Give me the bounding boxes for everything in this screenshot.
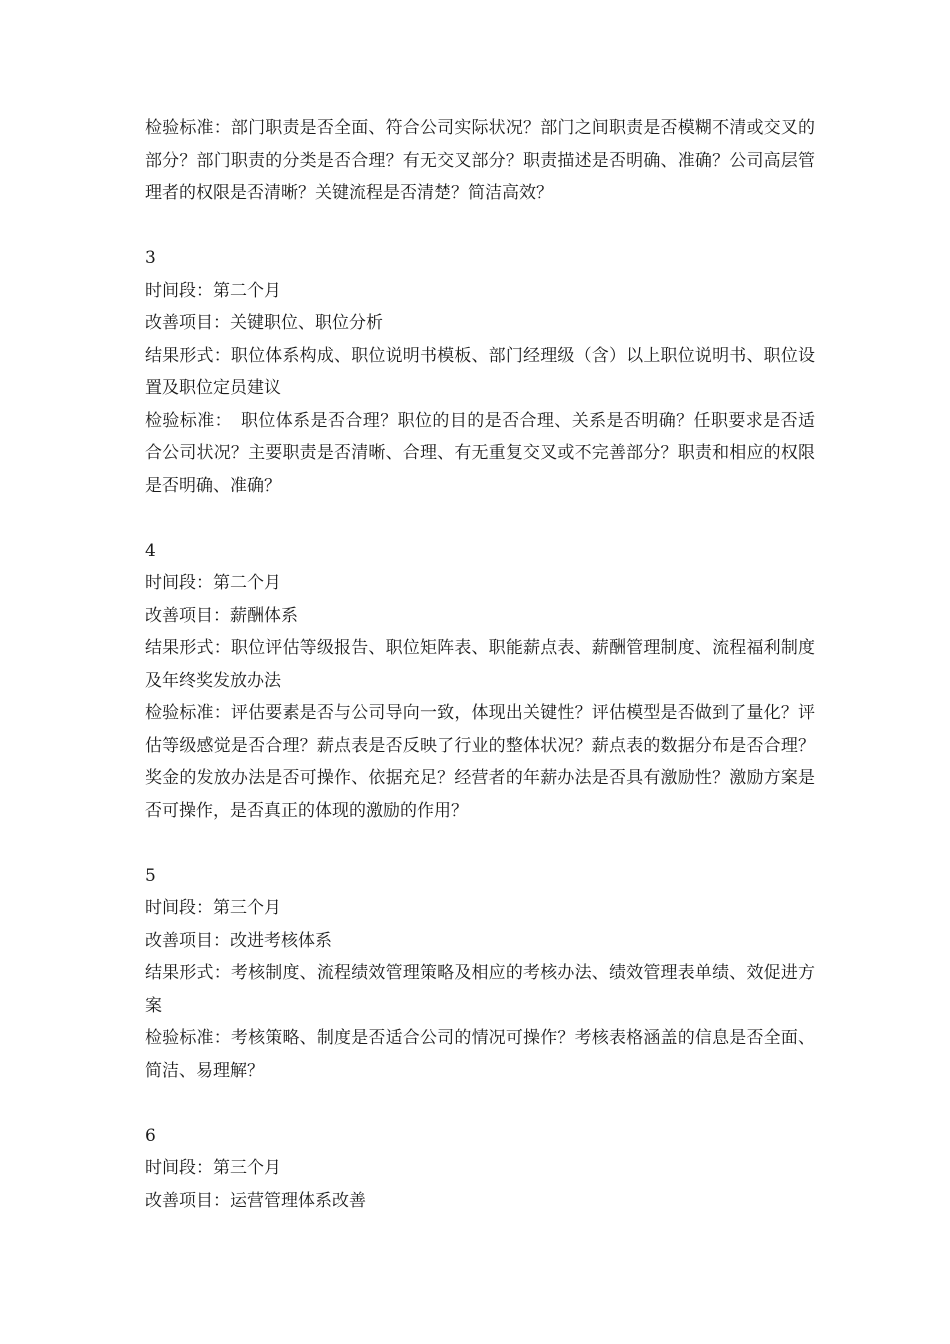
section-project: 改善项目：运营管理体系改善 (145, 1190, 366, 1211)
section-4 (145, 535, 815, 828)
section-number: 6 (145, 1125, 156, 1146)
spacer (145, 1087, 815, 1120)
section-result: 结果形式：职位评估等级报告、职位矩阵表、职能薪点表、薪酬管理制度、流程福利制度及年终奖发放办法 (145, 638, 815, 691)
section-period: 时间段：第三个月 (145, 898, 281, 918)
section-3 (145, 242, 815, 502)
section-standard: 检验标准：考核策略、制度是否适合公司的情况可操作？考核表格涵盖的信息是否全面、简洁、易理解？ (145, 1028, 815, 1081)
section-period: 时间段：第三个月 (145, 1158, 281, 1178)
intro-standard: 检验标准：部门职责是否全面、符合公司实际状况？部门之间职责是否模糊不清或交叉的部分？部门职责的分类是否合理？有无交叉部分？职责描述是否明确、准确？公司高层管理者的权限是否清晰？关键流程是否清楚？简洁高效？ (145, 118, 815, 203)
section-number: 3 (145, 248, 156, 268)
section-6 (145, 1120, 815, 1218)
spacer (145, 210, 815, 243)
section-standard: 检验标准：评估要素是否与公司导向一致，体现出关键性？评估模型是否做到了量化？评估等级感觉是否合理？薪点表是否反映了行业的整体状况？薪点表的数据分布是否合理？奖金的发放办法是否可操作、依据充足？经营者的年薪办法是否具有激励性？激励方案是否可操作，是否真正的体现的激励的作用？ (145, 703, 815, 821)
spacer (145, 502, 815, 535)
section-number: 4 (145, 540, 156, 561)
spacer (145, 827, 815, 860)
section-period: 时间段：第二个月 (145, 573, 281, 593)
section-standard: 检验标准： 职位体系是否合理？职位的目的是否合理、关系是否明确？任职要求是否适合公司状况？主要职责是否清晰、合理、有无重复交叉或不完善部分？职责和相应的权限是否明确、准确？ (145, 410, 815, 496)
section-project: 改善项目：关键职位、职位分析 (145, 313, 383, 333)
section-project: 改善项目：薪酬体系 (145, 605, 298, 626)
section-project: 改善项目：改进考核体系 (145, 930, 332, 951)
section-5 (145, 860, 815, 1088)
section-result: 结果形式：职位体系构成、职位说明书模板、部门经理级（含）以上职位说明书、职位设置及职位定员建议 (145, 345, 815, 398)
section-period: 时间段：第二个月 (145, 280, 281, 301)
document-page (145, 112, 815, 1217)
section-number: 5 (145, 865, 156, 886)
section-result: 结果形式：考核制度、流程绩效管理策略及相应的考核办法、绩效管理表单绩、效促进方案 (145, 963, 815, 1016)
